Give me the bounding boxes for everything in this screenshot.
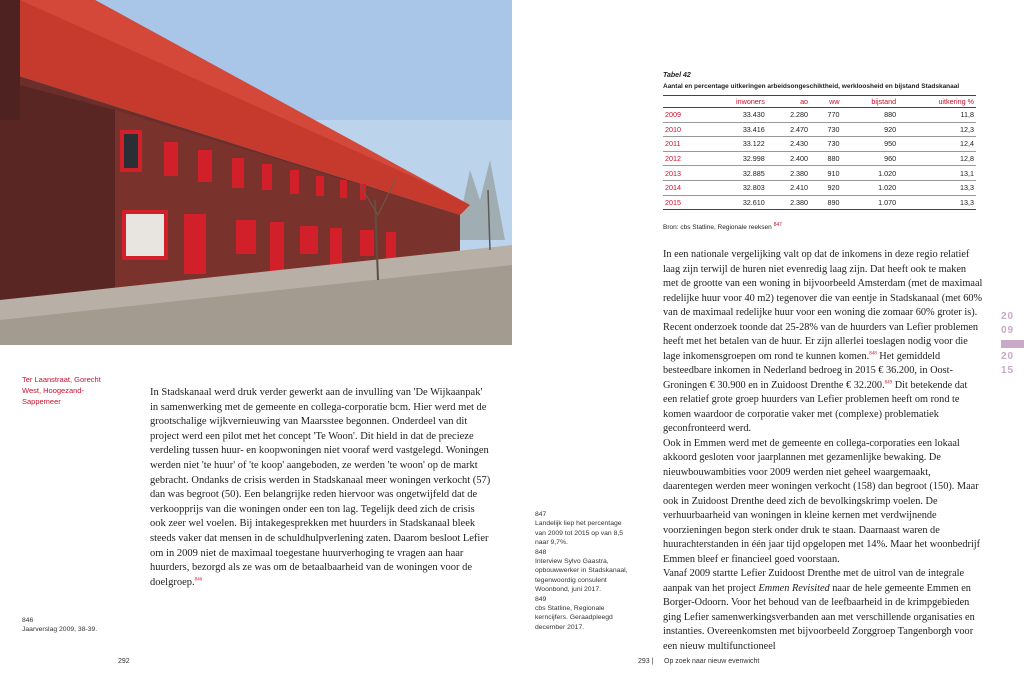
table-source (663, 221, 782, 231)
table-cell: 12,4 (898, 137, 976, 152)
table-cell: 880 (810, 151, 841, 166)
page-number-left: 292 (118, 658, 130, 665)
footnote-ref-847[interactable]: 847 (773, 221, 782, 228)
right-body-text (663, 248, 983, 654)
table-header: ww (810, 96, 841, 108)
table-cell: 880 (842, 108, 899, 123)
table-cell: 33.430 (702, 108, 766, 123)
table-cell: 2014 (663, 180, 702, 195)
table-header: ao (767, 96, 810, 108)
running-head: Op zoek naar nieuw evenwicht (664, 658, 760, 665)
table-cell: 2.470 (767, 122, 810, 137)
table-title: Aantal en percentage uitkeringen arbeidsongeschiktheid, werkloosheid en bijstand Stadskanaal (663, 83, 960, 90)
table-cell: 2013 (663, 166, 702, 181)
page-number: 293 (638, 658, 650, 665)
table-row (663, 180, 976, 195)
table-cell: 1.020 (842, 166, 899, 181)
table-cell: 2.410 (767, 180, 810, 195)
table-cell: 2009 (663, 108, 702, 123)
table-header: bijstand (842, 96, 899, 108)
building-photo (0, 0, 512, 345)
table-header-row (663, 96, 976, 108)
table-row (663, 137, 976, 152)
left-body-text (150, 386, 492, 590)
footnotes-right (535, 510, 630, 632)
table-cell: 32.885 (702, 166, 766, 181)
footnote-text: Interview Sylvo Gaastra, opbouwwerker in Stadskanaal, tegenwoordig consulent Woonbond, juni 2017. (535, 558, 628, 594)
table-cell: 2010 (663, 122, 702, 137)
footnote-ref-848[interactable]: 848 (869, 351, 877, 357)
footnote-number: 846 (22, 617, 34, 624)
table-cell: 2011 (663, 137, 702, 152)
footnote-ref-846[interactable]: 846 (194, 577, 203, 583)
table-cell: 2015 (663, 195, 702, 210)
table-cell: 2.380 (767, 195, 810, 210)
table-cell: 32.998 (702, 151, 766, 166)
year-marker (1001, 310, 1024, 378)
right-paragraph-1: In een nationale vergelijking valt op dat de inkomens in deze regio relatief laag zijn terwijl de huren niet evenredig laag zijn. Dat heeft ook te maken met de grootte van een woning in bijvoorbeeld Amsterdam (met de maximaal redelijke huur voor 40 m2) tegenover die van eentje in Stadskanaal (met 60% van de maximaal redelijke huur voor een woning die zomaar 60% groter is). Recent onderzoek toonde dat 25-28% van de huurders van Lefier problemen heeft met het betalen van de huur. Er zijn allerlei toeslagen nodig voor die lage inkomensgroepen om rond te kunnen komen. (663, 249, 983, 362)
table-cell: 2.400 (767, 151, 810, 166)
year-mark: 15 (1001, 365, 1015, 376)
table-row (663, 151, 976, 166)
table-cell: 2.380 (767, 166, 810, 181)
table-cell: 960 (842, 151, 899, 166)
year-mark: 20 (1001, 311, 1015, 322)
table-header (663, 96, 702, 108)
table-cell: 12,3 (898, 122, 976, 137)
footnote-left (22, 616, 122, 635)
table-cell: 920 (810, 180, 841, 195)
year-mark: 09 (1001, 325, 1015, 336)
table-row (663, 122, 976, 137)
project-name: Emmen Revisited (758, 582, 830, 594)
table-cell: 13,3 (898, 180, 976, 195)
table-header: uitkering % (898, 96, 976, 108)
right-paragraph-5a: Vanaf 2009 startte Lefier Zuidoost Drenthe met de uitrol van de integrale aanpak van het project (663, 568, 965, 594)
table-cell: 32.610 (702, 195, 766, 210)
table-cell: 920 (842, 122, 899, 137)
table-cell: 730 (810, 122, 841, 137)
table-row (663, 166, 976, 181)
table-cell: 11,8 (898, 108, 976, 123)
table-cell: 13,1 (898, 166, 976, 181)
table-cell: 33.416 (702, 122, 766, 137)
footnote-text: Jaarverslag 2009, 38-39. (22, 626, 98, 634)
right-paragraph-2: Het gemiddeld besteedbare inkomen in Nederland bedroeg in 2015 € 36.200, in Oost-Groningen € 30.900 en in Zuidoost Drenthe € 32.200. (663, 350, 953, 391)
right-paragraph-5b: naar de hele gemeente Emmen en Borger-Odoorn. Voor het behoud van de leefbaarheid in de krimpgebieden ging Lefier samenwerkingsverbanden aan met verschillende organisaties en instanties. Overeenkomsten met bijvoorbeeld Zorggroep Tangenborgh voor een nieuw multifunctioneel (663, 582, 975, 652)
table-cell: 32.803 (702, 180, 766, 195)
footnote-number: 848 (535, 548, 547, 556)
left-paragraph: In Stadskanaal werd druk verder gewerkt aan de invulling van 'De Wijkaanpak' in samenwerking met de gemeente en collega-corporatie bcm. Hier werd met de grootschalige wijkvernieuwing van Maarsstee begonnen. Onderdeel van dit project werd een pilot met het concept 'Te Woon'. Dit hield in dat de precieze verdeling tussen huur- en koopwoningen niet vooraf werd vastgelegd. Woningen werden niet 'te huur' of 'te koop' aangeboden, ze werden 'te woon' op de markt gebracht. Ondanks de crisis werden in Stadskanaal meer woningen verkocht (57) dan was begroot (50). Een belangrijke reden hiervoor was ongetwijfeld dat de verkoopprijs van die woningen onder een ton lag. Tegelijk deed zich de crisis ook zeer wel voelen. Bij intakegesprekken met huurders in Stadskanaal bleek steeds vaker dat mensen in de schuldhulpverlening zaten. Daarom besloot Lefier om in 2009 niet de maximaal toegestane huurverhoging te vragen aan haar huurders, bezorgd als ze was om de betaalbaarheid van de woningen voor de doelgroep. (150, 387, 491, 588)
footnote-text: Landelijk liep het percentage van 2009 tot 2015 op van 8,5 naar 9,7%. (535, 520, 624, 547)
table-cell: 730 (810, 137, 841, 152)
table-row (663, 108, 976, 123)
table-cell: 1.070 (842, 195, 899, 210)
data-table (663, 95, 976, 210)
year-divider (1001, 340, 1024, 348)
table-row (663, 195, 976, 210)
page-number-right: 293 | (638, 658, 654, 665)
photo-caption: Ter Laanstraat, Gorecht West, Hoogezand-Sappemeer (22, 375, 101, 406)
table-cell: 950 (842, 137, 899, 152)
table-cell: 770 (810, 108, 841, 123)
year-mark: 20 (1001, 351, 1015, 362)
table-cell: 33.122 (702, 137, 766, 152)
table-cell: 12,8 (898, 151, 976, 166)
table-cell: 1.020 (842, 180, 899, 195)
footnote-text: cbs Statline, Regionale kerncijfers. Geraadpleegd december 2017. (535, 605, 613, 631)
table-42 (663, 72, 976, 210)
source-text: Bron: cbs Statline, Regionale reeksen (663, 224, 772, 231)
table-label: Tabel 42 (663, 72, 691, 79)
table-header: inwoners (702, 96, 766, 108)
table-cell: 910 (810, 166, 841, 181)
right-paragraph-4: Ook in Emmen werd met de gemeente en collega-corporaties een lokaal akkoord gesloten voor jaarplannen met gezamenlijke bewaking. De nieuwbouwambities voor 2009 werden niet geheel waargemaakt, daarentegen werden meer woningen verkocht (158) dan begroot (150). Maar ook in Zuidoost Drenthe deed zich de bevolkingskrimp voelen. De verhuurbaarheid van woningen in kleine kernen met verdwijnende voorzieningen begon sterk onder druk te staan. Daarnaast waren de huurachterstanden in één jaar tijd opgelopen met 14%. Maar het woonbedrijf Emmen bleef er financieel goed voorstaan. (663, 437, 981, 565)
table-cell: 2.430 (767, 137, 810, 152)
footnote-number: 849 (535, 595, 547, 603)
table-cell: 890 (810, 195, 841, 210)
footnote-number: 847 (535, 511, 547, 518)
table-cell: 2.280 (767, 108, 810, 123)
footnote-ref-849[interactable]: 849 (884, 380, 893, 386)
table-cell: 2012 (663, 151, 702, 166)
table-cell: 13,3 (898, 195, 976, 210)
right-paragraph-3: Dit betekende dat een relatief grote groep huurders van Lefier problemen heeft om rond te komen waardoor de corporatie vaker met (complexe) problematiek geconfronteerd werd. (663, 379, 968, 434)
